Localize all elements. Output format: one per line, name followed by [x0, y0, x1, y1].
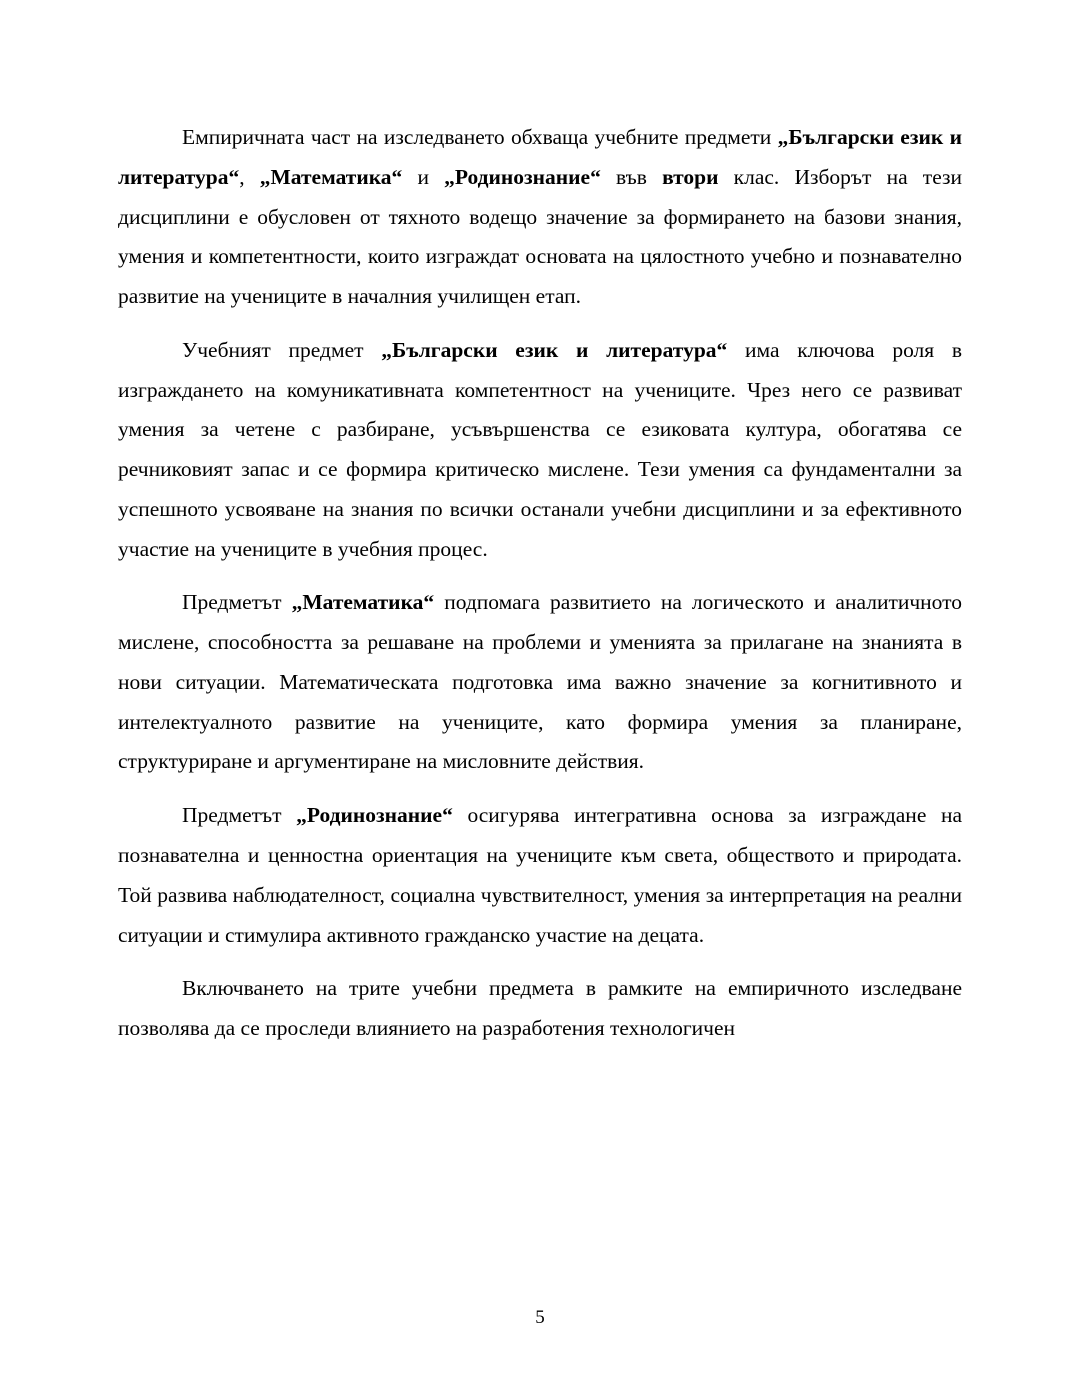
- body-text-run: осигурява интегративна основа за изграждане на познавателна и ценностна ориентация на учениците към света, обществото и природата. Той развива наблюдателност, социална чувствителност, умения за интерпретация на реални ситуации и стимулира активното гражданско участие на децата.: [118, 803, 962, 947]
- document-body: [118, 118, 962, 1049]
- body-text-run: Предметът: [182, 590, 292, 615]
- body-text-run: във: [600, 164, 663, 189]
- emphasis-text: втори: [662, 164, 719, 189]
- body-text-run: подпомага развитието на логическото и аналитичното мислене, способността за решаване на проблеми и уменията за прилагане на знанията в нови ситуации. Математическата подготовка има важно значение за когнитивното и интелектуалното развитие на учениците, като формира умения за планиране, структуриране и аргументиране на мисловните действия.: [118, 590, 962, 774]
- page-number: 5: [535, 1307, 545, 1328]
- body-text-run: Предметът: [182, 803, 297, 828]
- body-text-run: ,: [239, 164, 260, 189]
- body-text-run: Учебният предмет: [182, 337, 382, 362]
- body-text-run: и: [402, 164, 445, 189]
- paragraph: [118, 969, 962, 1049]
- emphasis-text: „Български език и литература“: [118, 125, 962, 189]
- emphasis-text: „Родинознание“: [444, 164, 601, 189]
- paragraph: [118, 583, 962, 782]
- emphasis-text: „Математика“: [259, 164, 403, 189]
- paragraph: [118, 796, 962, 955]
- body-text-run: Емпиричната част на изследването обхваща учебните предмети: [182, 125, 778, 149]
- body-text-run: Включването на трите учебни предмета в рамките на емпиричното изследване позволява да се проследи влиянието на разработения технологичен: [118, 976, 962, 1041]
- emphasis-text: „Български език и литература“: [381, 337, 728, 362]
- body-text-run: има ключова роля в изграждането на комуникативната компетентност на учениците. Чрез него се развиват умения за четене с разбиране, усъвършенства се езиковата култура, обогатява се речниковият запас и се формира критическо мислене. Тези умения са фундаментални за успешното усвояване на знания по всички останали учебни дисциплини и за ефективното участие на учениците в учебния процес.: [118, 337, 963, 561]
- paragraph: [118, 331, 962, 570]
- paragraph: [118, 118, 962, 317]
- emphasis-text: „Математика“: [291, 590, 435, 615]
- body-text-run: клас. Изборът на тези дисциплини е обусловен от тяхното водещо значение за формирането на базови знания, умения и компетентности, които изграждат основата на цялостното учебно и познавателно развитие на учениците в началния училищен етап.: [118, 164, 963, 309]
- emphasis-text: „Родинознание“: [296, 803, 453, 828]
